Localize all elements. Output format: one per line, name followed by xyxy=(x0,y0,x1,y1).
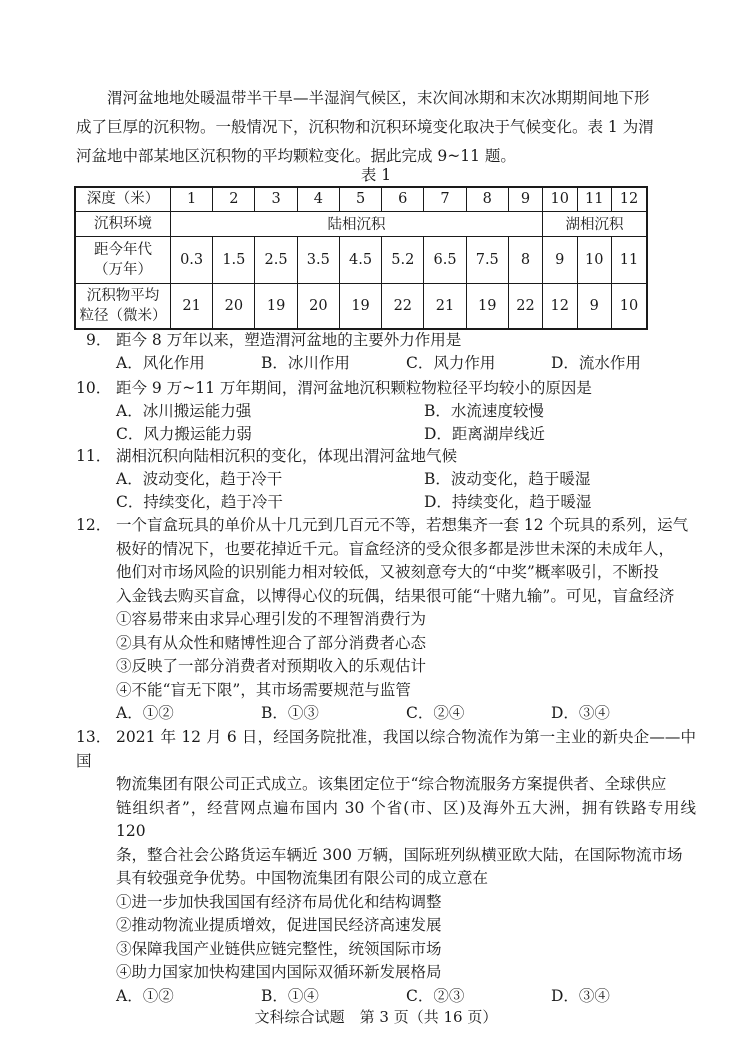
row-label: 深度（米） xyxy=(75,187,171,211)
row-label-line: （万年） xyxy=(94,261,152,278)
table-cell: 6.5 xyxy=(424,236,466,283)
question-stem-line: 他们对市场风险的识别能力相对较低，又被刻意夸大的“中奖”概率吸引，不断投 xyxy=(116,563,659,581)
table-cell: 12 xyxy=(612,187,647,211)
option-b[interactable]: B．①④ xyxy=(261,986,319,1005)
table-cell: 20 xyxy=(213,283,255,329)
stem-text: 一个盲盒玩具的单价从十几元到几百元不等，若想集齐一套 12 个玩具的系列，运气 xyxy=(116,516,689,534)
option-b[interactable]: B．水流速度较慢 xyxy=(424,402,544,420)
intro-paragraph xyxy=(76,84,686,171)
table-cell: 11 xyxy=(612,236,647,283)
option-c[interactable]: C．风力搬运能力弱 xyxy=(116,425,252,443)
sediment-table xyxy=(74,186,648,330)
table-cell: 7.5 xyxy=(466,236,508,283)
table-cell: 2.5 xyxy=(255,236,297,283)
intro-line: 渭河盆地地处暖温带半干旱—半湿润气候区，末次间冰期和末次冰期期间地下形 xyxy=(107,89,650,107)
table-cell: 1 xyxy=(171,187,213,211)
question-number: 10． xyxy=(76,379,112,397)
statement-item: ②推动物流业提质增效，促进国民经济高速发展 xyxy=(116,916,442,934)
question-12 xyxy=(76,514,696,726)
option-d[interactable]: D．③④ xyxy=(551,986,610,1005)
table-cell: 19 xyxy=(339,283,381,329)
question-stem-line: 条，整合社会公路货运车辆近 300 万辆，国际班列纵横亚欧大陆，在国际物流市场 xyxy=(116,845,683,864)
question-stem-line xyxy=(76,726,696,773)
table-cell: 21 xyxy=(171,283,213,329)
table-cell: 1.5 xyxy=(213,236,255,283)
table-cell: 10 xyxy=(577,236,612,283)
table-cell: 11 xyxy=(577,187,612,211)
stem-text: 距今 9 万~11 万年期间，渭河盆地沉积颗粒物粒径平均较小的原因是 xyxy=(116,379,592,397)
table-cell: 3.5 xyxy=(297,236,339,283)
option-b[interactable]: B．波动变化，趋于暖湿 xyxy=(424,470,591,488)
env-lake-cell: 湖相沉积 xyxy=(543,211,647,236)
env-land-cell: 陆相沉积 xyxy=(171,211,543,236)
options xyxy=(86,352,696,375)
table-cell: 12 xyxy=(543,283,578,329)
stem-text: 距今 8 万年以来，塑造渭河盆地的主要外力作用是 xyxy=(116,331,462,349)
table-row-environment xyxy=(75,211,647,236)
statement-item: ①容易带来由求异心理引发的不理智消费行为 xyxy=(116,610,427,628)
table-caption: 表 1 xyxy=(360,166,392,184)
table-cell: 22 xyxy=(382,283,424,329)
question-stem-line: 具有较强竞争优势。中国物流集团有限公司的成立意在 xyxy=(116,869,489,887)
question-stem-line: 链组织者”，经营网点遍布国内 30 个省(市、区)及海外五大洲，拥有铁路专用线 120 xyxy=(116,798,696,840)
row-label xyxy=(75,283,171,329)
table-cell: 9 xyxy=(543,236,578,283)
table-cell: 6 xyxy=(382,187,424,211)
question-number: 13． xyxy=(76,728,112,746)
question-stem xyxy=(76,377,696,400)
table-cell: 19 xyxy=(255,283,297,329)
table-cell: 8 xyxy=(466,187,508,211)
statement-item: ④不能“盲无下限”，其市场需要规范与监管 xyxy=(116,680,411,699)
option-a[interactable]: A．①② xyxy=(116,986,174,1005)
option-d[interactable]: D．③④ xyxy=(551,704,610,722)
table-cell: 10 xyxy=(543,187,578,211)
question-stem-line: 极好的情况下，也要花掉近千元。盲盒经济的受众很多都是涉世未深的未成年人， xyxy=(116,539,675,558)
table-cell: 4.5 xyxy=(339,236,381,283)
row-label: 沉积环境 xyxy=(75,211,171,236)
question-number: 12． xyxy=(76,516,112,534)
question-number: 11． xyxy=(76,447,112,465)
statement-item: ②具有从众性和赌博性迎合了部分消费者心态 xyxy=(116,633,427,652)
question-9 xyxy=(86,329,696,375)
table-cell: 5.2 xyxy=(382,236,424,283)
table-row-depth xyxy=(75,187,647,211)
table-cell: 7 xyxy=(424,187,466,211)
option-d[interactable]: D．持续变化，趋于暖湿 xyxy=(424,493,592,511)
question-stem-line xyxy=(76,514,696,538)
table-cell: 3 xyxy=(255,187,297,211)
row-label-line: 距今年代 xyxy=(94,241,152,258)
statement-item: ④助力国家加快构建国内国际双循环新发展格局 xyxy=(116,963,442,981)
question-13 xyxy=(76,726,696,1008)
question-stem xyxy=(76,445,696,468)
stem-text: 2021 年 12 月 6 日，经国务院批准，我国以综合物流作为第一主业的新央企——中国 xyxy=(76,728,696,770)
table-cell: 9 xyxy=(508,187,542,211)
option-a[interactable]: A．风化作用 xyxy=(116,354,205,372)
statement-item: ③保障我国产业链供应链完整性，统领国际市场 xyxy=(116,939,442,958)
table-row-age xyxy=(75,236,647,283)
options xyxy=(76,702,696,726)
option-c[interactable]: C．持续变化，趋于冷干 xyxy=(116,493,283,511)
intro-line: 河盆地中部某地区沉积物的平均颗粒变化。据此完成 9~11 题。 xyxy=(76,147,516,165)
option-a[interactable]: A．①② xyxy=(116,704,174,722)
option-b[interactable]: B．冰川作用 xyxy=(261,354,350,372)
option-c[interactable]: C．②④ xyxy=(406,704,465,722)
table-cell: 4 xyxy=(297,187,339,211)
option-d[interactable]: D．距离湖岸线近 xyxy=(424,425,545,443)
options xyxy=(76,400,696,446)
question-number: 9． xyxy=(86,331,112,349)
table-cell: 10 xyxy=(612,283,647,329)
question-11 xyxy=(76,445,696,514)
table-cell: 19 xyxy=(466,283,508,329)
table-row-grain xyxy=(75,283,647,329)
question-stem-line: 物流集团有限公司正式成立。该集团定位于“综合物流服务方案提供者、全球供应 xyxy=(116,775,667,793)
row-label xyxy=(75,236,171,283)
table-cell: 0.3 xyxy=(171,236,213,283)
option-c[interactable]: C．风力作用 xyxy=(406,354,496,372)
table-cell: 8 xyxy=(508,236,542,283)
option-a[interactable]: A．波动变化，趋于冷干 xyxy=(116,470,283,488)
question-stem xyxy=(86,329,696,352)
table-cell: 9 xyxy=(577,283,612,329)
options xyxy=(76,468,696,514)
row-label-line: 粒径（微米） xyxy=(79,307,167,324)
option-b[interactable]: B．①③ xyxy=(261,704,319,722)
table-cell: 20 xyxy=(297,283,339,329)
option-a[interactable]: A．冰川搬运能力强 xyxy=(116,402,252,420)
table-cell: 5 xyxy=(339,187,381,211)
row-label-line: 沉积物平均 xyxy=(86,287,160,304)
page-footer: 文科综合试题 第 3 页（共 16 页） xyxy=(254,1008,498,1026)
table-cell: 22 xyxy=(508,283,542,329)
option-d[interactable]: D．流水作用 xyxy=(551,354,641,372)
question-10 xyxy=(76,377,696,446)
stem-text: 湖相沉积向陆相沉积的变化，体现出渭河盆地气候 xyxy=(116,447,458,465)
table-cell: 2 xyxy=(213,187,255,211)
statement-item: ①进一步加快我国国有经济布局优化和结构调整 xyxy=(116,892,442,911)
statement-item: ③反映了一部分消费者对预期收入的乐观估计 xyxy=(116,657,427,675)
question-stem-line: 入金钱去购买盲盒，以博得心仪的玩偶，结果很可能“十赌九输”。可见，盲盒经济 xyxy=(116,586,675,605)
option-c[interactable]: C．②③ xyxy=(406,986,465,1005)
options xyxy=(76,985,696,1009)
intro-line: 成了巨厚的沉积物。一般情况下，沉积物和沉积环境变化取决于气候变化。表 1 为渭 xyxy=(76,118,654,136)
table-cell: 21 xyxy=(424,283,466,329)
